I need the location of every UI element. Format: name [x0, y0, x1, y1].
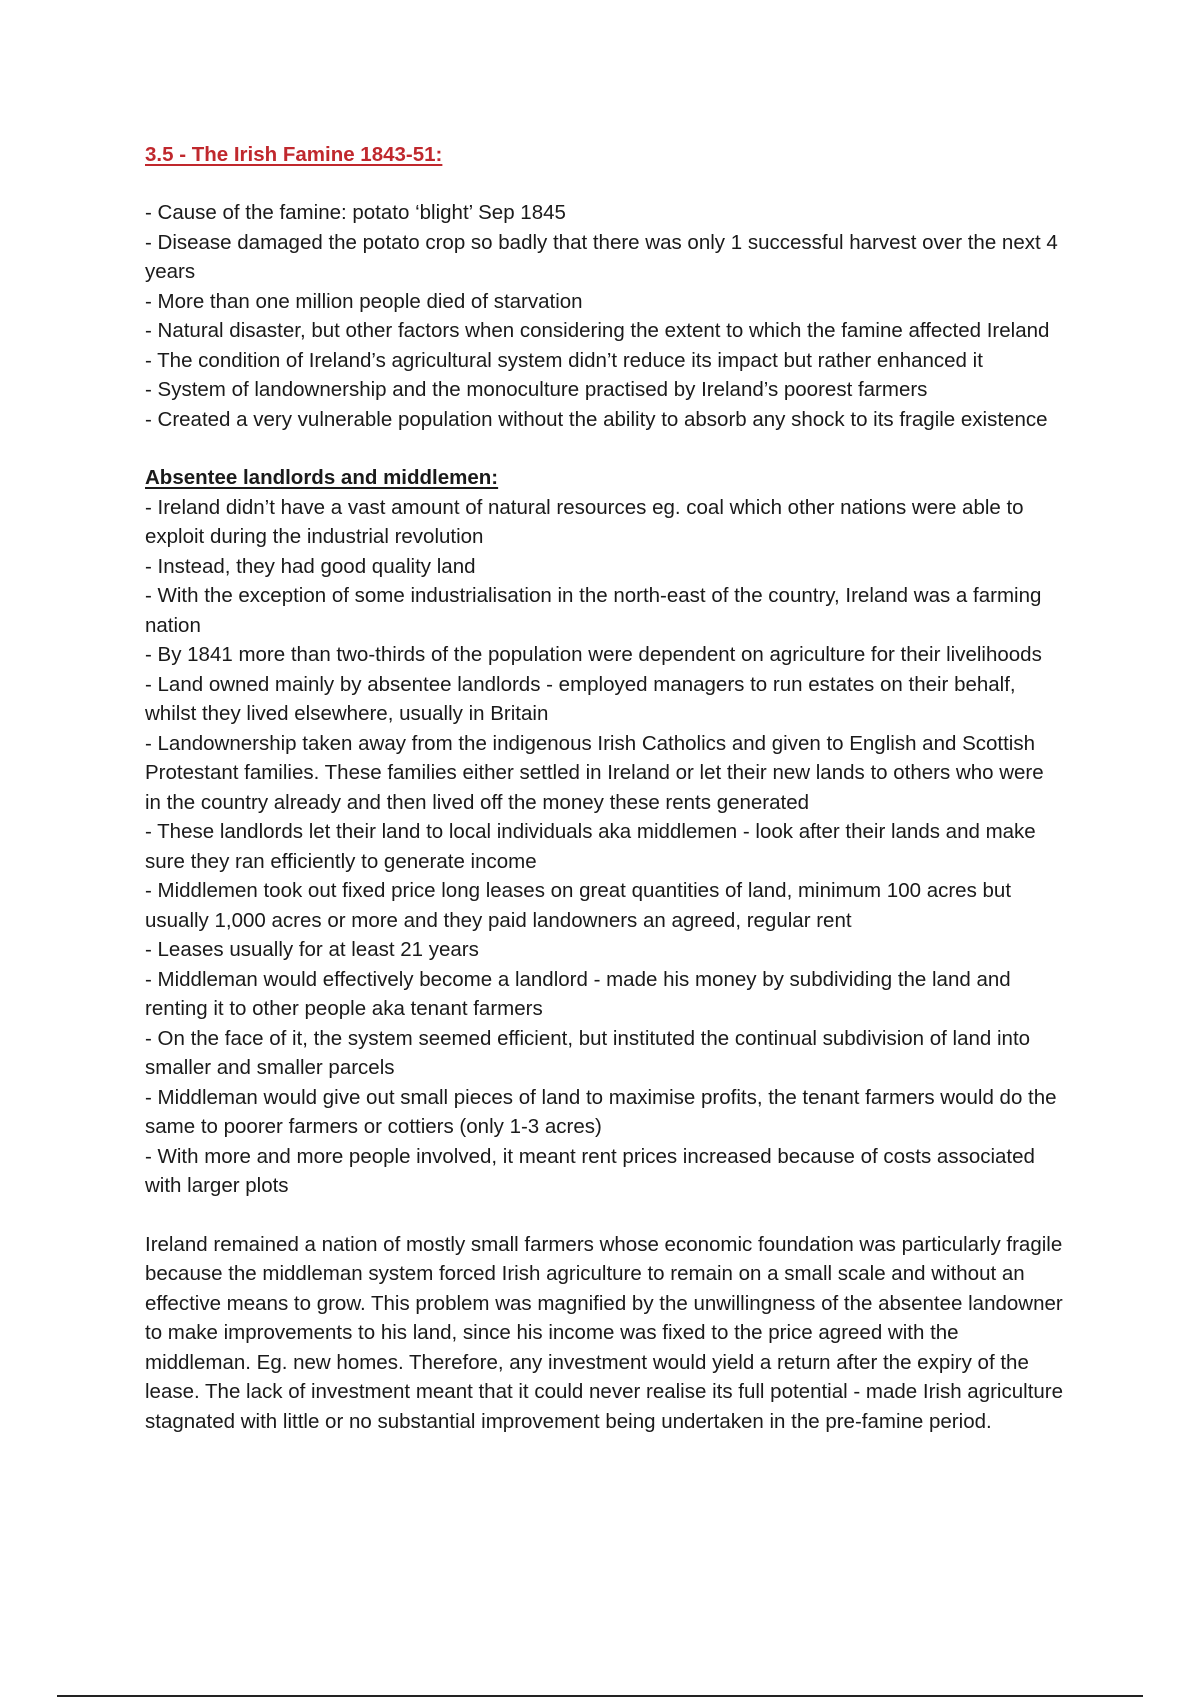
list-item: - Instead, they had good quality land [145, 554, 476, 578]
list-item: - Natural disaster, but other factors when considering the extent to which the famine affected Ireland [145, 319, 1050, 342]
list-item: - Leases usually for at least 21 years [145, 938, 479, 961]
list-item: - More than one million people died of starvation [145, 289, 583, 313]
list-item: - Middlemen took out fixed price long leases on great quantities of land, minimum 100 acres but usually 1,000 acres or more and they paid landowners an agreed, regular rent [145, 879, 1012, 932]
section-heading: Absentee landlords and middlemen: [145, 466, 499, 489]
list-item: - Middleman would effectively become a landlord - made his money by subdividing the land and renting it to other people aka tenant farmers [145, 967, 1011, 1020]
list-item: - Landownership taken away from the indigenous Irish Catholics and given to English and Scottish Protestant families. These families either settled in Ireland or let their new lands to others who were in the country already and then lived off the money these rents generated [145, 731, 1044, 814]
intro-bullet-list [145, 198, 1065, 434]
summary-paragraph: Ireland remained a nation of mostly small farmers whose economic foundation was particularly fragile because the middleman system forced Irish agriculture to remain on a small scale and without an effective means to grow. This problem was magnified by the unwillingness of the absentee landowner to make improvements to his land, since his income was fixed to the price agreed with the middleman. Eg. new homes. Therefore, any investment would yield a return after the expiry of the lease. The lack of investment meant that it could never realise its full potential - made Irish agriculture stagnated with little or no substantial improvement being undertaken in the pre-famine period. [145, 1232, 1064, 1433]
document-page [145, 140, 1065, 1436]
list-item: - By 1841 more than two-thirds of the population were dependent on agriculture for their livelihoods [145, 643, 1042, 666]
list-item: - Land owned mainly by absentee landlords - employed managers to run estates on their behalf, whilst they lived elsewhere, usually in Britain [145, 672, 1016, 725]
list-item: - Ireland didn’t have a vast amount of natural resources eg. coal which other nations were able to exploit during the industrial revolution [145, 495, 1024, 548]
section-bullet-list [145, 493, 1065, 1201]
list-item: - With more and more people involved, it meant rent prices increased because of costs associated with larger plots [145, 1144, 1035, 1197]
list-item: - The condition of Ireland’s agricultural system didn’t reduce its impact but rather enhanced it [145, 348, 983, 372]
list-item: - Created a very vulnerable population without the ability to absorb any shock to its fragile existence [145, 407, 1048, 431]
list-item: - System of landownership and the monoculture practised by Ireland’s poorest farmers [145, 378, 928, 401]
list-item: - Cause of the famine: potato ‘blight’ Sep 1845 [145, 201, 566, 224]
list-item: - Disease damaged the potato crop so badly that there was only 1 successful harvest over the next 4 years [145, 230, 1058, 283]
list-item: - Middleman would give out small pieces of land to maximise profits, the tenant farmers would do the same to poorer farmers or cottiers (only 1-3 acres) [145, 1085, 1057, 1138]
list-item: - On the face of it, the system seemed efficient, but instituted the continual subdivision of land into smaller and smaller parcels [145, 1026, 1031, 1079]
list-item: - With the exception of some industrialisation in the north-east of the country, Ireland was a farming nation [145, 584, 1042, 637]
document-title: 3.5 - The Irish Famine 1843-51: [145, 143, 443, 166]
list-item: - These landlords let their land to local individuals aka middlemen - look after their lands and make sure they ran efficiently to generate income [145, 820, 1036, 873]
footer-divider [57, 1695, 1143, 1697]
